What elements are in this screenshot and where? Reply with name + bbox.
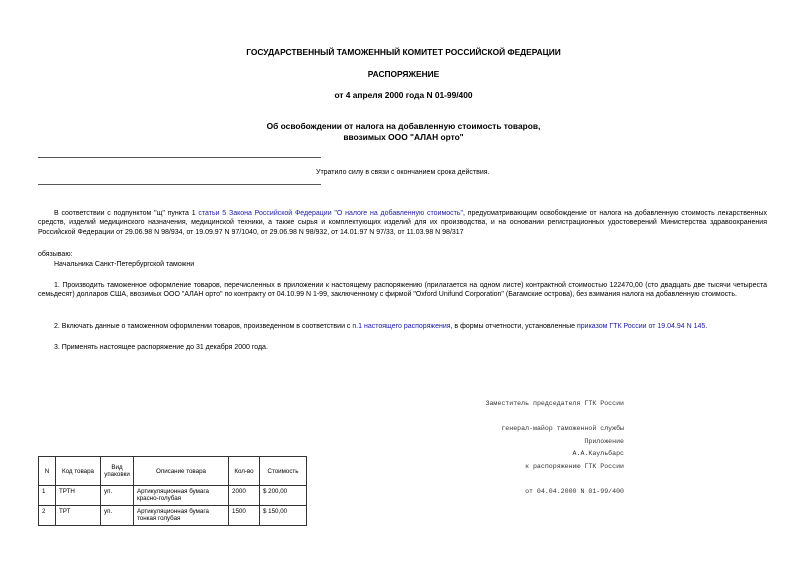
issuer-name: ГОСУДАРСТВЕННЫЙ ТАМОЖЕННЫЙ КОМИТЕТ РОССИЙСКОЙ ФЕДЕРАЦИИ [246, 47, 561, 57]
cell-cost: $ 150,00 [260, 506, 307, 526]
preamble-prefix: В соответствии с подпунктом "щ" пункта 1 [54, 210, 199, 217]
item-2-prefix: 2. Включать данные о таможенном оформлении товаров, произведенном в соответствии с [54, 323, 353, 330]
separator-bottom [38, 184, 321, 185]
appendix-date: от 04.04.2000 N 01-99/400 [525, 487, 624, 495]
signature-position: Заместитель председателя ГТК России [485, 400, 624, 408]
table-header-row [39, 457, 307, 486]
item-3-paragraph: 3. Применять настоящее распоряжение до 31 декабря 2000 года. [54, 344, 268, 351]
cell-code: ТРТН [56, 486, 101, 506]
item-1-link[interactable]: п.1 настоящего распоряжения [352, 323, 451, 330]
appendix-title: Приложение [584, 438, 624, 446]
appendix-reference: к распоряжению ГТК России [525, 463, 624, 471]
document-type: РАСПОРЯЖЕНИЕ [367, 69, 440, 79]
status-note: Утратило силу в связи с окончанием срока действия. [316, 169, 490, 176]
col-header-code: Код товара [56, 457, 101, 486]
col-header-cost: Стоимость [260, 457, 307, 486]
goods-table [38, 456, 307, 526]
col-header-number: N [39, 457, 56, 486]
obliges-label: обязываю: [38, 251, 73, 258]
law-link[interactable]: статьи 5 Закона Российской Федерации "О налоге на добавленную стоимость" [198, 210, 463, 217]
preamble-paragraph [38, 209, 767, 237]
cell-number: 1 [39, 486, 56, 506]
document-title-line-1: Об освобождении от налога на добавленную стоимость товаров, [266, 121, 541, 131]
cell-package: уп. [101, 506, 134, 526]
cell-number: 2 [39, 506, 56, 526]
preamble-rest: , предусматривающим освобождение от налога на добавленную стоимость лекарственных средств, изделий медицинского назначения, медицинской техники, а также сырья и комплектующих изделий для их производства, и на основании регистрационных удостоверений Министерства здравоохранения Российской Федерации от 29.06.98 N 98/934, от 19.09.97 N 97/1040, от 29.06.98 N 98/932, от 14.01.97 N 97/33, от 11.03.98 N 98/317 [38, 210, 768, 236]
order-145-link[interactable]: приказом ГТК России от 19.04.94 N 145 [577, 323, 706, 330]
item-2-paragraph [38, 322, 767, 331]
signature-name: А.А.Каульбарс [572, 449, 624, 457]
cell-description: Артикуляционная бумага тонкая голубая [134, 506, 229, 526]
cell-code: ТРТ [56, 506, 101, 526]
signature-rank: генерал-майор таможенной службы [501, 425, 624, 433]
document-title-line-2: ввозимых ООО "АЛАН орто" [343, 132, 464, 142]
table-row [39, 486, 307, 506]
item-2-suffix: . [705, 323, 708, 330]
item-2-mid: , в формы отчетности, установленные [450, 323, 577, 330]
table-row [39, 506, 307, 526]
separator-top [38, 157, 321, 158]
col-header-description: Описание товара [134, 457, 229, 486]
cell-description: Артикуляционная бумага красно-голубая [134, 486, 229, 506]
cell-quantity: 2000 [229, 486, 260, 506]
appendix-block [380, 422, 624, 504]
cell-cost: $ 200,00 [260, 486, 307, 506]
col-header-package: Вид упаковки [101, 457, 134, 486]
item-1-paragraph: 1. Производить таможенное оформление товаров, перечисленных в приложении к настоящему распоряжению (прилагается на одном листе) контрактной стоимостью 122470,00 (сто двадцать две тысячи четыреста семьдесят) долларов США, ввозимых ООО "АЛАН орто" по контракту от 04.10.99 N 1-99, заключенному с фирмой "Oxford Unifund Corporation" (Багамские острова), без взимания налога на добавленную стоимость. [38, 282, 767, 299]
col-header-quantity: Кол-во [229, 457, 260, 486]
cell-package: уп. [101, 486, 134, 506]
cell-quantity: 1500 [229, 506, 260, 526]
addressee: Начальника Санкт-Петербургской таможни [54, 261, 195, 268]
document-date-number: от 4 апреля 2000 года N 01-99/400 [334, 90, 473, 100]
